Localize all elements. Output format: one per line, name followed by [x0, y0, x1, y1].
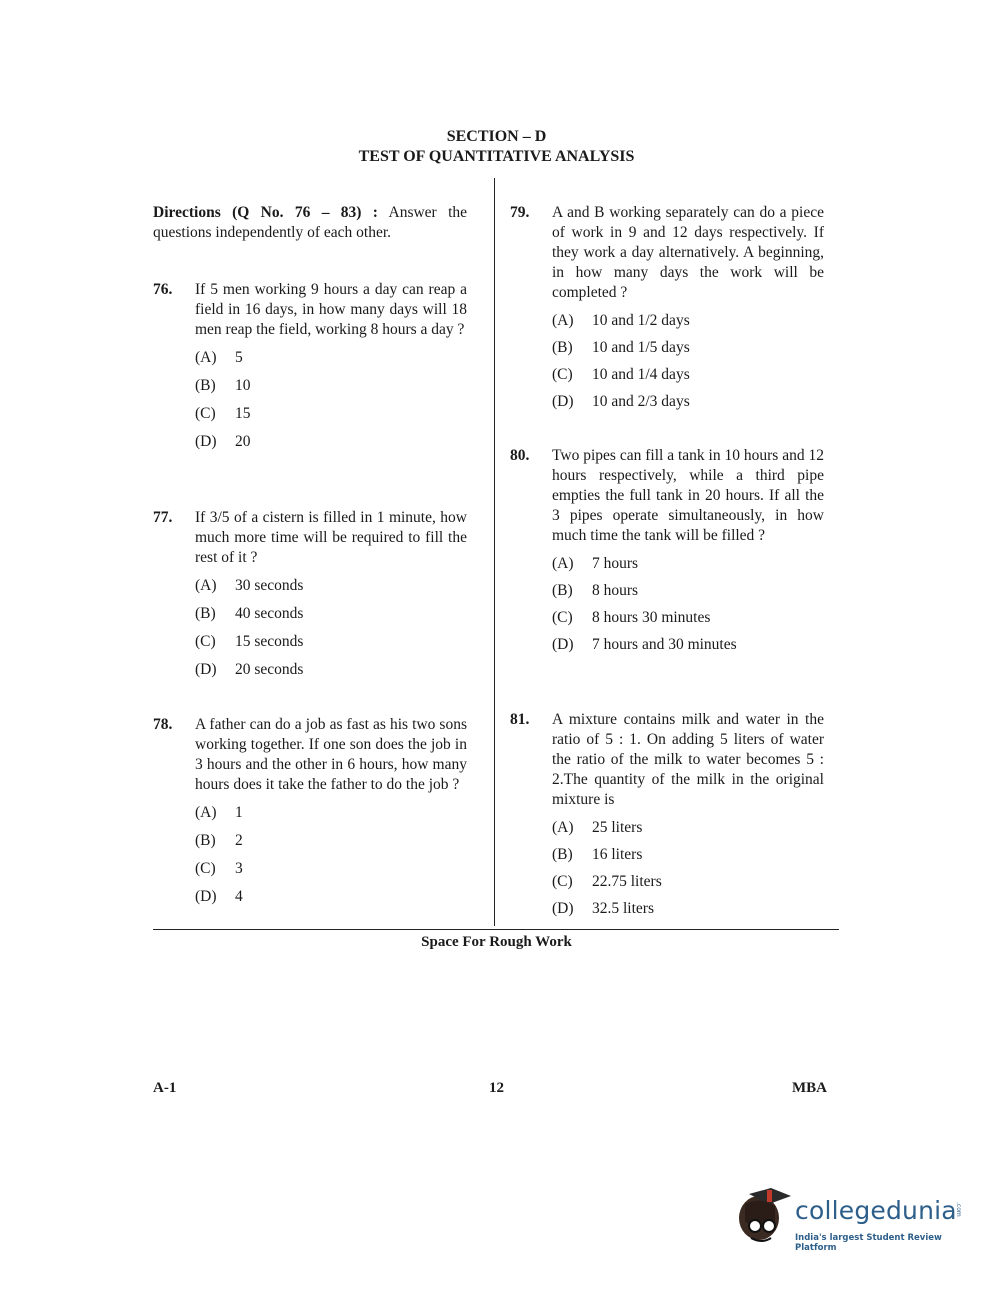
option-c	[552, 365, 824, 392]
option-b	[552, 845, 824, 872]
question-number: 77.	[153, 509, 173, 526]
option-text: 8 hours	[592, 582, 639, 599]
option-c	[195, 859, 467, 887]
option-text: 40 seconds	[235, 605, 304, 622]
option-letter: (A)	[195, 349, 217, 366]
question-text: A mixture contains milk and water in the ratio of 5 : 1. On adding 5 liters of water the ratio of the milk to water becomes 5 : 2.The quantity of the milk in the original mixture is	[552, 711, 824, 808]
question-text: If 5 men working 9 hours a day can reap a field in 16 days, in how many days will 18 men reap the field, working 8 hours a day ?	[195, 281, 467, 338]
option-text: 25 liters	[592, 819, 643, 836]
option-d	[552, 899, 824, 926]
options	[552, 554, 824, 662]
option-b	[552, 338, 824, 365]
question-text: A father can do a job as fast as his two sons working together. If one son does the job in 3 hours and the other in 6 hours, how many hours does it take the father to do the job ?	[195, 716, 467, 793]
question-text: Two pipes can fill a tank in 10 hours and 12 hours respectively, while a third pipe empties the full tank in 20 hours. If all the 3 pipes operate simultaneously, in how much time the tank will be filled ?	[552, 447, 824, 544]
footer-code: A-1	[153, 1080, 177, 1096]
test-title: TEST OF QUANTITATIVE ANALYSIS	[358, 148, 635, 165]
option-c	[195, 404, 467, 432]
option-letter: (B)	[195, 605, 216, 622]
option-letter: (A)	[195, 577, 217, 594]
option-text: 1	[235, 804, 243, 821]
option-b	[552, 581, 824, 608]
option-text: 2	[235, 832, 243, 849]
question-81	[510, 710, 824, 926]
option-text: 20	[235, 433, 251, 450]
question-text: If 3/5 of a cistern is filled in 1 minute, how much more time will be required to fill the rest of it ?	[195, 509, 467, 566]
option-letter: (C)	[195, 405, 216, 422]
option-text: 10	[235, 377, 251, 394]
option-text: 10 and 2/3 days	[592, 393, 690, 410]
option-text: 30 seconds	[235, 577, 304, 594]
options	[195, 348, 467, 460]
option-a	[195, 803, 467, 831]
option-text: 20 seconds	[235, 661, 304, 678]
option-letter: (D)	[552, 636, 574, 653]
option-a	[195, 576, 467, 604]
option-d	[195, 660, 467, 688]
logo-mascot-icon	[737, 1188, 793, 1248]
option-text: 5	[235, 349, 243, 366]
option-text: 15	[235, 405, 251, 422]
option-a	[552, 311, 824, 338]
option-text: 22.75 liters	[592, 873, 662, 890]
option-b	[195, 604, 467, 632]
option-text: 10 and 1/5 days	[592, 339, 690, 356]
option-c	[552, 608, 824, 635]
option-text: 8 hours 30 minutes	[592, 609, 711, 626]
rough-work-rule	[153, 929, 839, 930]
option-letter: (C)	[195, 860, 216, 877]
option-letter: (D)	[195, 888, 217, 905]
option-letter: (A)	[552, 312, 574, 329]
directions-label: Directions (Q No. 76 – 83) :	[153, 204, 378, 221]
option-letter: (B)	[195, 377, 216, 394]
options	[552, 311, 824, 419]
option-text: 4	[235, 888, 243, 905]
option-b	[195, 376, 467, 404]
left-column	[153, 203, 468, 905]
options	[552, 818, 824, 926]
question-number: 78.	[153, 716, 173, 733]
question-number: 81.	[510, 711, 530, 728]
option-letter: (C)	[195, 633, 216, 650]
collegedunia-logo	[737, 1188, 967, 1253]
footer-subject: MBA	[792, 1080, 827, 1096]
directions-text: Answer the questions independently of each other.	[153, 204, 468, 241]
option-text: 10 and 1/4 days	[592, 366, 690, 383]
question-80	[510, 446, 824, 662]
option-d	[195, 887, 467, 915]
option-text: 15 seconds	[235, 633, 304, 650]
option-a	[552, 554, 824, 581]
question-76	[153, 280, 467, 460]
option-a	[552, 818, 824, 845]
column-divider	[494, 178, 495, 926]
option-letter: (D)	[552, 900, 574, 917]
option-d	[552, 635, 824, 662]
option-letter: (B)	[552, 339, 573, 356]
option-text: 16 liters	[592, 846, 643, 863]
page-number: 12	[489, 1080, 504, 1096]
logo-wordmark: collegedunia	[795, 1196, 957, 1225]
option-a	[195, 348, 467, 376]
option-text: 7 hours and 30 minutes	[592, 636, 737, 653]
question-text: A and B working separately can do a piece of work in 9 and 12 days respectively. If they work a day alternatively. A beginning, in how many days the work will be completed ?	[552, 204, 824, 301]
rough-work-label: Space For Rough Work	[421, 934, 572, 950]
option-c	[552, 872, 824, 899]
option-text: 32.5 liters	[592, 900, 654, 917]
option-d	[195, 432, 467, 460]
question-78	[153, 715, 467, 915]
option-d	[552, 392, 824, 419]
option-letter: (D)	[195, 433, 217, 450]
logo-domain: .com	[955, 1202, 962, 1217]
logo-tagline: India's largest Student Review Platform	[795, 1233, 942, 1253]
question-number: 76.	[153, 281, 173, 298]
section-heading: SECTION – D	[446, 128, 547, 145]
option-text: 10 and 1/2 days	[592, 312, 690, 329]
option-letter: (C)	[552, 609, 573, 626]
option-text: 7 hours	[592, 555, 639, 572]
option-letter: (D)	[195, 661, 217, 678]
option-letter: (A)	[552, 819, 574, 836]
option-letter: (B)	[195, 832, 216, 849]
options	[195, 803, 467, 915]
option-letter: (C)	[552, 873, 573, 890]
option-letter: (B)	[552, 582, 573, 599]
option-b	[195, 831, 467, 859]
question-number: 79.	[510, 204, 530, 221]
option-text: 3	[235, 860, 243, 877]
option-letter: (D)	[552, 393, 574, 410]
option-letter: (A)	[195, 804, 217, 821]
question-79	[510, 203, 824, 419]
option-letter: (A)	[552, 555, 574, 572]
directions	[153, 203, 467, 243]
question-number: 80.	[510, 447, 530, 464]
options	[195, 576, 467, 688]
question-77	[153, 508, 467, 688]
option-letter: (C)	[552, 366, 573, 383]
option-letter: (B)	[552, 846, 573, 863]
option-c	[195, 632, 467, 660]
